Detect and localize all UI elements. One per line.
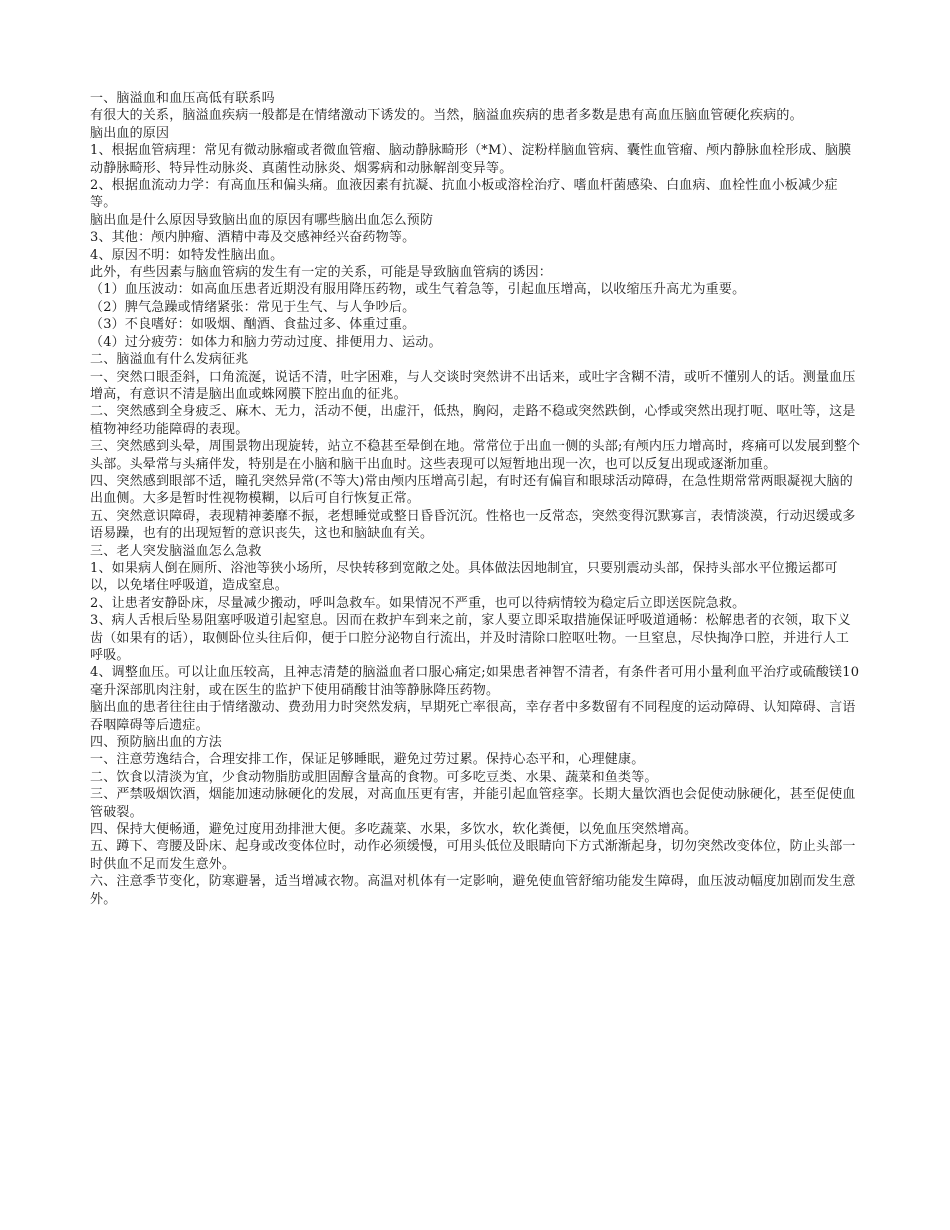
paragraph: 三、突然感到头晕，周围景物出现旋转，站立不稳甚至晕倒在地。常常位于出血一侧的头部;有颅内压力增高时，疼痛可以发展到整个头部。头晕常与头痛伴发，特别是在小脑和脑干出血时。这些表现可以短暂地出现一次，也可以反复出现或逐渐加重。: [90, 439, 861, 472]
paragraph: 三、严禁吸烟饮酒，烟能加速动脉硬化的发展，对高血压更有害，并能引起血管痉挛。长期大量饮酒也会促使动脉硬化，甚至促使血管破裂。: [90, 787, 856, 820]
paragraph: （2）脾气急躁或情绪紧张：常见于生气、与人争吵后。: [90, 299, 416, 315]
paragraph: （3）不良嗜好：如吸烟、酗酒、食盐过多、体重过重。: [90, 317, 416, 333]
section-heading: 二、脑溢血有什么发病征兆: [90, 352, 249, 368]
paragraph: 4、原因不明：如特发性脑出血。: [90, 247, 284, 263]
section-heading: 三、老人突发脑溢血怎么急救: [90, 543, 262, 559]
paragraph: 2、根据血流动力学：有高血压和偏头痛。血液因素有抗凝、抗血小板或溶栓治疗、嗜血杆菌感染、白血病、血栓性血小板减少症等。: [90, 178, 838, 211]
section-heading: 一、脑溢血和血压高低有联系吗: [90, 91, 275, 106]
paragraph: 3、病人舌根后坠易阻塞呼吸道引起窒息。因而在救护车到来之前，家人要立即采取措施保证呼吸道通畅：松解患者的衣领，取下义齿（如果有的话），取侧卧位头往后仰，便于口腔分泌物自行流出，并及时清除口腔呕吐物。一旦窒息，尽快掏净口腔，并进行人工呼吸。: [90, 613, 851, 663]
paragraph: 1、如果病人倒在厕所、浴池等狭小场所，尽快转移到宽敞之处。具体做法因地制宜，只要别震动头部，保持头部水平位搬运都可以，以免堵住呼吸道，造成窒息。: [90, 560, 838, 594]
paragraph: 有很大的关系，脑溢血疾病一般都是在情绪激动下诱发的。当然，脑溢血疾病的患者多数是患有高血压脑血管硬化疾病的。: [90, 108, 803, 124]
section-heading: 脑出血的原因: [90, 125, 170, 141]
paragraph: 此外，有些因素与脑血管病的发生有一定的关系，可能是导致脑血管病的诱因：: [90, 265, 553, 281]
paragraph: （1）血压波动：如高血压患者近期没有服用降压药物，或生气着急等，引起血压增高，以收缩压升高尤为重要。: [90, 282, 746, 298]
paragraph: 四、保持大便畅通，避免过度用劲排泄大便。多吃蔬菜、水果，多饮水，软化粪便，以免血压突然增高。: [90, 822, 698, 838]
paragraph: 一、注意劳逸结合，合理安排工作，保证足够睡眠，避免过劳过累。保持心态平和，心理健康。: [90, 752, 645, 768]
paragraph: （4）过分疲劳：如体力和脑力劳动过度、排便用力、运动。: [90, 334, 442, 350]
paragraph: 四、突然感到眼部不适，瞳孔突然异常(不等大)常由颅内压增高引起，有时还有偏盲和眼球活动障碍，在急性期常常两眼凝视大脑的出血侧。大多是暂时性视物模糊，以后可自行恢复正常。: [90, 473, 853, 507]
paragraph: 脑出血的患者往往由于情绪激动、费劲用力时突然发病，早期死亡率很高，幸存者中多数留有不同程度的运动障碍、认知障碍、言语吞咽障碍等后遗症。: [90, 700, 856, 733]
paragraph: 二、突然感到全身疲乏、麻木、无力，活动不便，出虚汗，低热，胸闷，走路不稳或突然跌倒，心悸或突然出现打呃、呕吐等，这是植物神经功能障碍的表现。: [90, 404, 856, 437]
paragraph: 脑出血是什么原因导致脑出血的原因有哪些脑出血怎么预防: [90, 212, 434, 228]
document-body: [90, 90, 862, 908]
paragraph: 4、调整血压。可以让血压较高，且神志清楚的脑溢血者口服心痛定;如果患者神智不清者，有条件者可用小量利血平治疗或硫酸镁10毫升深部肌肉注射，或在医生的监护下使用硝酸甘油等静脉降压药物。: [90, 665, 860, 698]
paragraph: 1、根据血管病理：常见有微动脉瘤或者微血管瘤、脑动静脉畸形（*M）、淀粉样脑血管病、囊性血管瘤、颅内静脉血栓形成、脑膜动静脉畸形、特异性动脉炎、真菌性动脉炎、烟雾病和动脉解剖变异等。: [90, 143, 852, 176]
section-heading: 四、预防脑出血的方法: [90, 735, 223, 751]
paragraph: 一、突然口眼歪斜，口角流涎，说话不清，吐字困难，与人交谈时突然讲不出话来，或吐字含糊不清，或听不懂别人的话。测量血压增高，有意识不清是脑出血或蛛网膜下腔出血的征兆。: [90, 369, 856, 402]
paragraph: 二、饮食以清淡为宜，少食动物脂肪或胆固醇含量高的食物。可多吃豆类、水果、蔬菜和鱼类等。: [90, 769, 658, 785]
paragraph: 3、其他：颅内肿瘤、酒精中毒及交感神经兴奋药物等。: [90, 230, 416, 246]
paragraph: 五、蹲下、弯腰及卧床、起身或改变体位时，动作必须缓慢，可用头低位及眼睛向下方式渐渐起身，切勿突然改变体位，防止头部一时供血不足而发生意外。: [90, 839, 856, 872]
paragraph: 2、让患者安静卧床，尽量减少搬动，呼叫急救车。如果情况不严重，也可以待病情较为稳定后立即送医院急救。: [90, 595, 746, 611]
paragraph: 五、突然意识障碍，表现精神萎靡不振，老想睡觉或整日昏昏沉沉。性格也一反常态，突然变得沉默寡言，表情淡漠，行动迟缓或多语易躁，也有的出现短暂的意识丧失，这也和脑缺血有关。: [90, 508, 856, 542]
paragraph: 六、注意季节变化，防寒避暑，适当增减衣物。高温对机体有一定影响，避免使血管舒缩功能发生障碍，血压波动幅度加剧而发生意外。: [90, 874, 856, 907]
